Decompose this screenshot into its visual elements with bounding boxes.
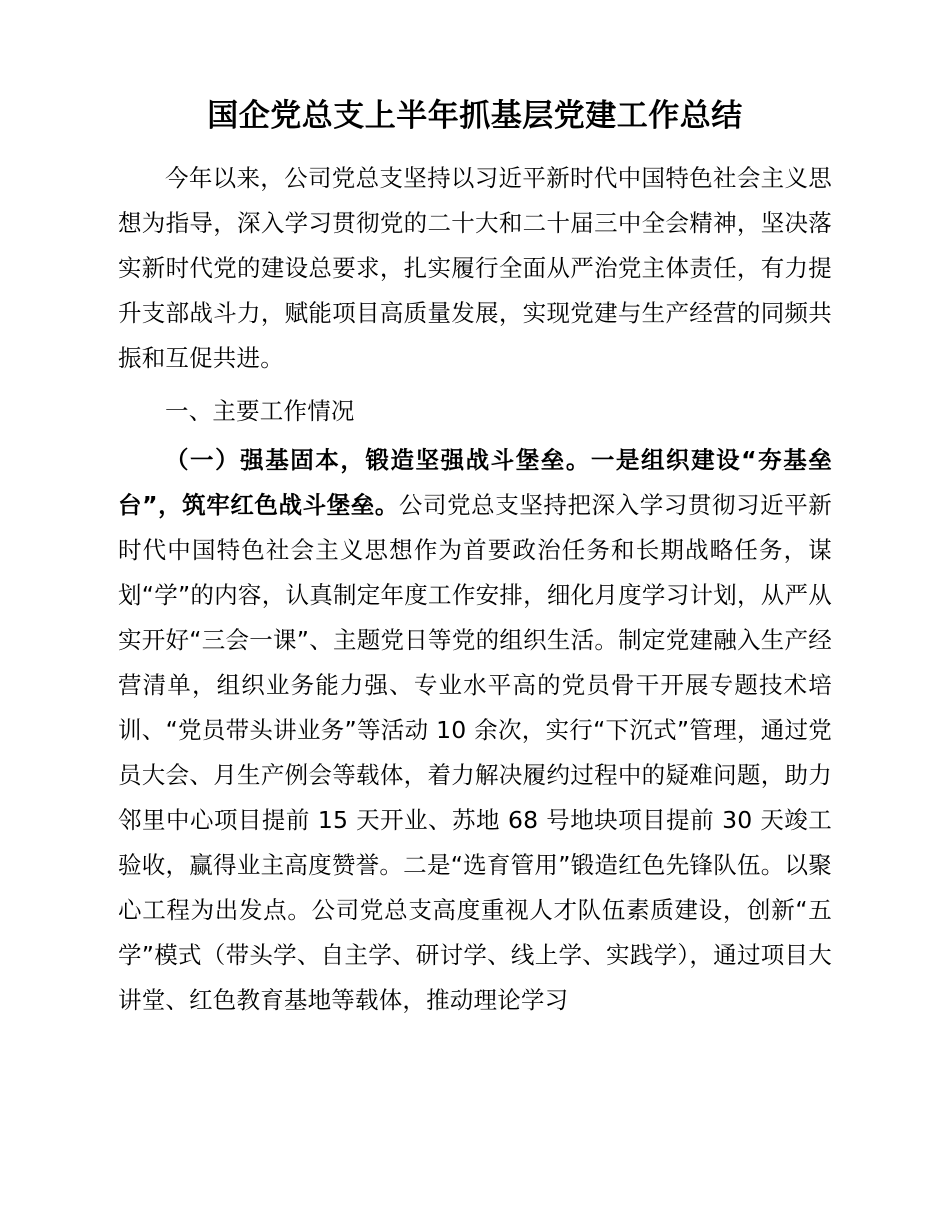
- paragraph-intro: 今年以来，公司党总支坚持以习近平新时代中国特色社会主义思想为指导，深入学习贯彻党的二十大和二十届三中全会精神，坚决落实新时代党的建设总要求，扎实履行全面从严治党主体责任，有力提升支部战斗力，赋能项目高质量发展，实现党建与生产经营的同频共振和互促共进。: [118, 163, 832, 372]
- section-heading-1: 一、主要工作情况: [165, 396, 355, 425]
- paragraph-lead-bold: （一）强基固本，锻造坚强战斗堡垒。一是组织建设“夯基垒台”，筑牢红色战斗堡垒。: [118, 445, 832, 519]
- page-title: 国企党总支上半年抓基层党建工作总结: [207, 98, 743, 134]
- paragraph-section-1-body: [118, 438, 832, 1023]
- paragraph-body-text: 公司党总支坚持把深入学习贯彻习近平新时代中国特色社会主义思想作为首要政治任务和长期战略任务，谋划“学”的内容，认真制定年度工作安排，细化月度学习计划，从严从实开好“三会一课”、主题党日等党的组织生活。制定党建融入生产经营清单，组织业务能力强、专业水平高的党员骨干开展专题技术培训、“党员带头讲业务”等活动 10 余次，实行“下沉式”管理，通过党员大会、月生产例会等载体，着力解决履约过程中的疑难问题，助力邻里中心项目提前 15 天开业、苏地 68 号地块项目提前 30 天竣工验收，赢得业主高度赞誉。二是“选育管用”锻造红色先锋队伍。以聚心工程为出发点。公司党总支高度重视人才队伍素质建设，创新“五学”模式（带头学、自主学、研讨学、线上学、实践学），通过项目大讲堂、红色教育基地等载体，推动理论学习: [118, 490, 832, 1014]
